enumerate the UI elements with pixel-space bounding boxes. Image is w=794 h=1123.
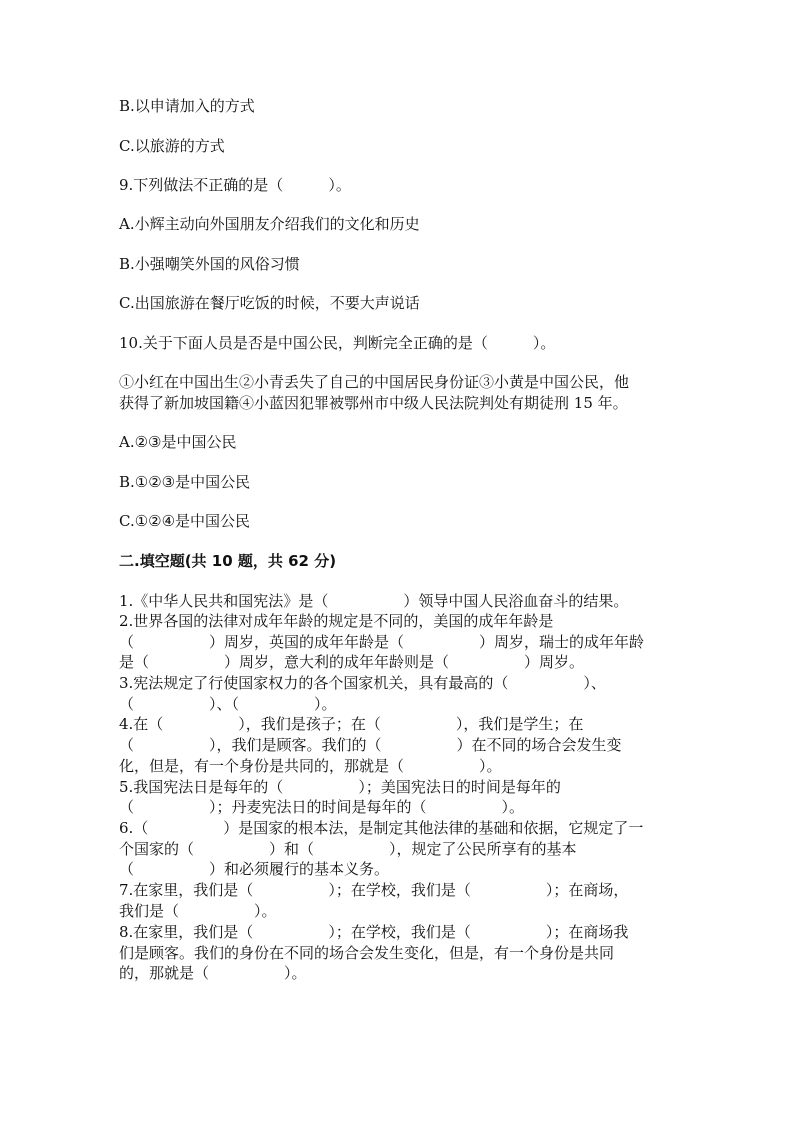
fill-line: （ ）、（ ）。 (119, 695, 337, 713)
fill-line: 2.世界各国的法律对成年年龄的规定是不同的，美国的成年年龄是 (119, 612, 554, 630)
fill-line: （ ）周岁，英国的成年年龄是（ ）周岁，瑞士的成年年龄 (119, 633, 645, 651)
section-title: 二.填空题(共 10 题，共 62 分) (119, 552, 337, 570)
fill-line: 4.在（ ），我们是孩子；在（ ），我们是学生；在 (119, 715, 584, 733)
q9-stem: 9.下列做法不正确的是（ ）。 (119, 176, 351, 194)
fill-line: （ ），我们是顾客。我们的（ ）在不同的场合会发生变 (119, 736, 622, 754)
q9-option-b: B.小强嘲笑外国的风俗习惯 (119, 255, 300, 273)
fill-line: 们是顾客。我们的身份在不同的场合会发生变化，但是，有一个身份是共同 (119, 944, 615, 962)
q9-option-c: C.出国旅游在餐厅吃饭的时候，不要大声说话 (119, 294, 420, 312)
fill-line: 我们是（ ）。 (119, 902, 277, 920)
q10-option-b: B.①②③是中国公民 (119, 473, 251, 491)
fill-line: 5.我国宪法日是每年的（ ）；美国宪法日的时间是每年的 (119, 778, 561, 796)
q10-option-a: A.②③是中国公民 (119, 433, 237, 451)
fill-line: 是（ ）周岁，意大利的成年年龄则是（ ）周岁。 (119, 653, 585, 671)
fill-line: （ ）；丹麦宪法日的时间是每年的（ ）。 (119, 798, 525, 816)
q10-passage-line-2: 获得了新加坡国籍④小蓝因犯罪被鄂州市中级人民法院判处有期徒刑 15 年。 (119, 394, 628, 412)
prev-option-c: C.以旅游的方式 (119, 137, 225, 155)
q10-option-c: C.①②④是中国公民 (119, 512, 251, 530)
fill-line: 的，那就是（ ）。 (119, 964, 307, 982)
fill-line: 7.在家里，我们是（ ）；在学校，我们是（ ）；在商场， (119, 881, 629, 899)
fill-line: 个国家的（ ）和（ ），规定了公民所享有的基本 (119, 840, 577, 858)
q10-stem: 10.关于下面人员是否是中国公民，判断完全正确的是（ ）。 (119, 334, 556, 352)
q10-passage-line-1: ①小红在中国出生②小青丢失了自己的中国居民身份证③小黄是中国公民，他 (119, 373, 630, 391)
fill-line: 3.宪法规定了行使国家权力的各个国家机关，具有最高的（ ）、 (119, 674, 606, 692)
fill-line: 6.（ ）是国家的根本法，是制定其他法律的基础和依据，它规定了一 (119, 819, 644, 837)
fill-line: 8.在家里，我们是（ ）；在学校，我们是（ ）；在商场我 (119, 923, 629, 941)
fill-line: 化，但是，有一个身份是共同的，那就是（ ）。 (119, 757, 502, 775)
fill-line: 1.《中华人民共和国宪法》是（ ）领导中国人民浴血奋斗的结果。 (119, 592, 629, 610)
q9-option-a: A.小辉主动向外国朋友介绍我们的文化和历史 (119, 215, 420, 233)
fill-line: （ ）和必须履行的基本义务。 (119, 860, 390, 878)
prev-option-b: B.以申请加入的方式 (119, 97, 255, 115)
